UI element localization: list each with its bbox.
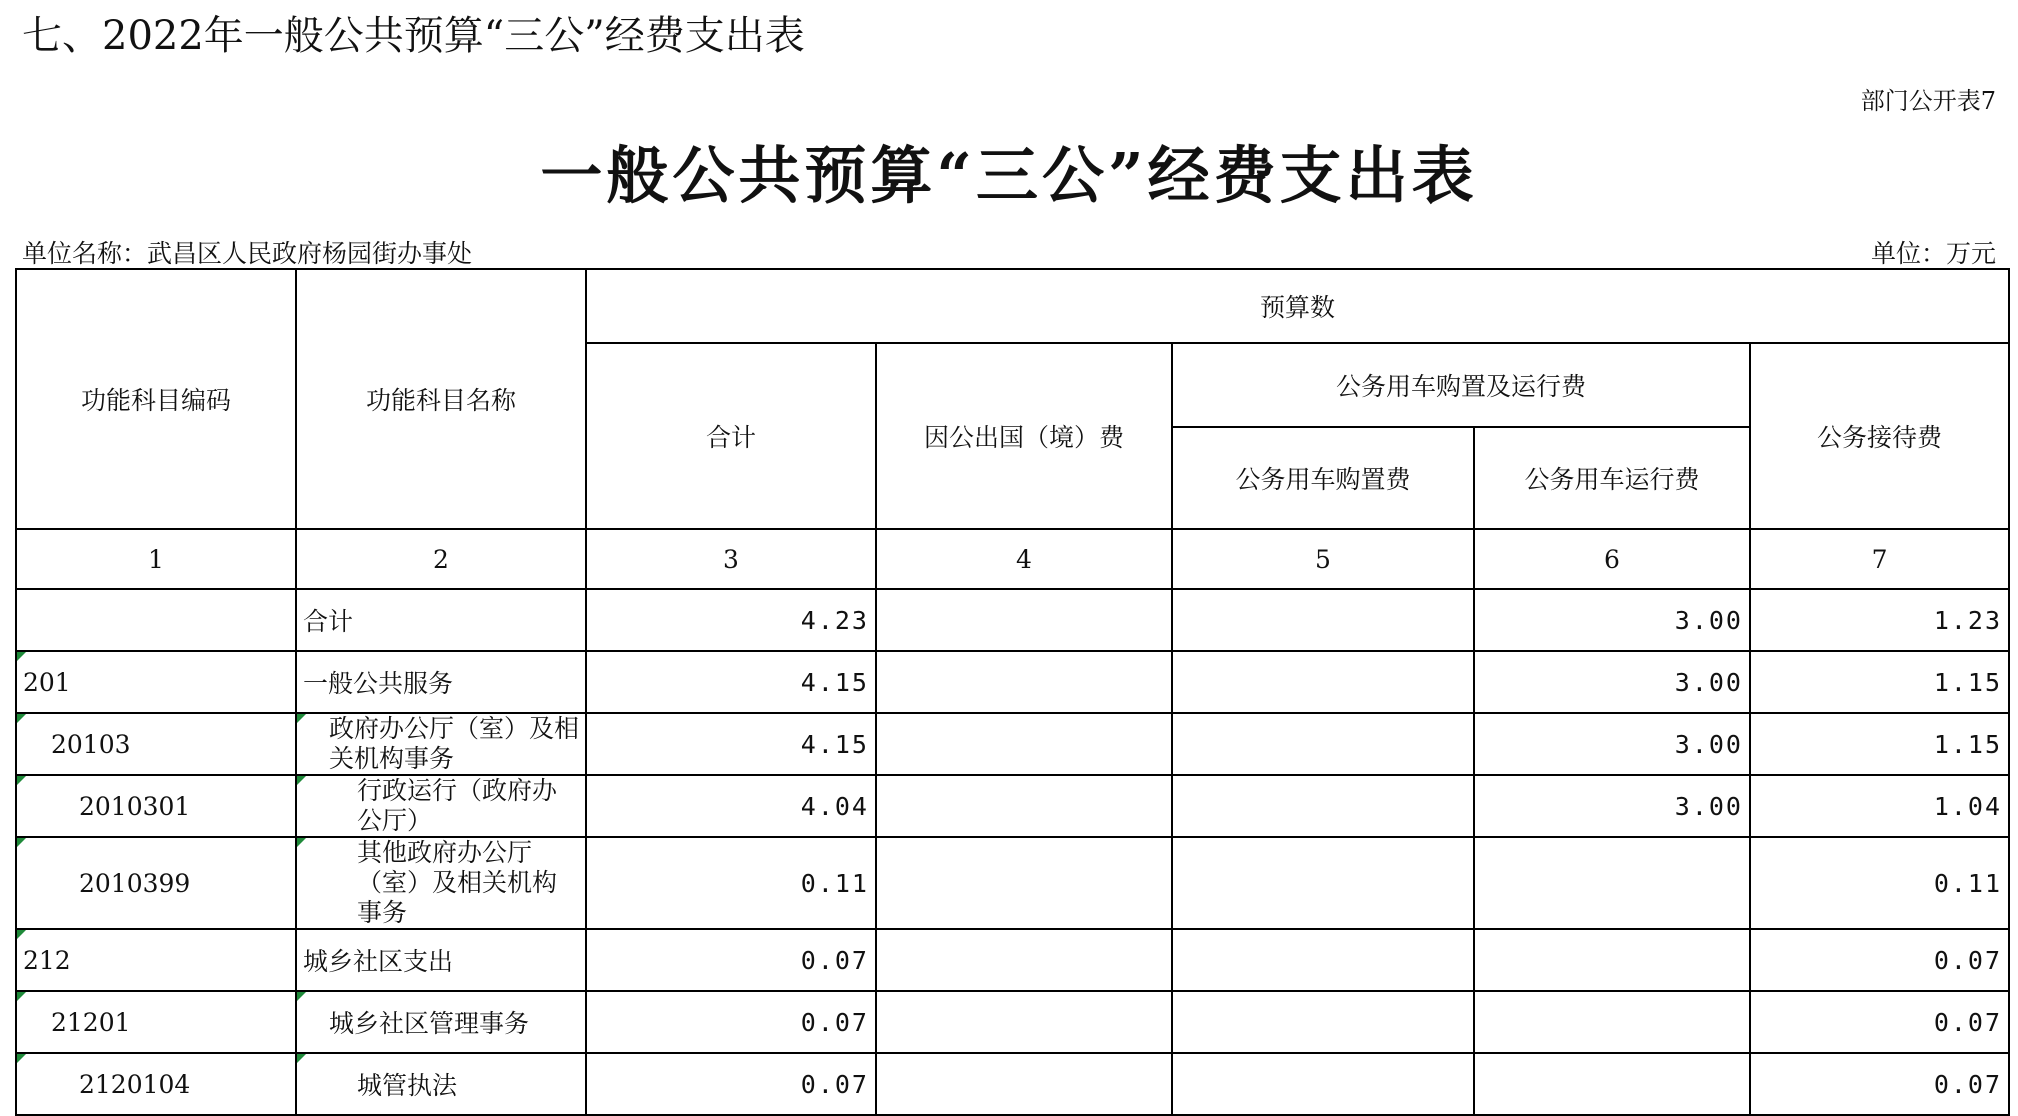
row-code: 2010301 [16, 775, 296, 837]
row-reception: 1.23 [1750, 589, 2009, 651]
row-vehicle-operation: 3.00 [1474, 589, 1750, 651]
table-title: 一般公共预算“三公”经费支出表 [540, 139, 1478, 212]
row-abroad [876, 775, 1172, 837]
row-name: 其他政府办公厅（室）及相关机构事务 [296, 837, 586, 929]
row-total: 0.07 [586, 929, 876, 991]
row-reception: 0.07 [1750, 929, 2009, 991]
row-name: 行政运行（政府办公厅） [296, 775, 586, 837]
row-vehicle-purchase [1172, 713, 1474, 775]
row-vehicle-operation [1474, 929, 1750, 991]
row-code: 2010399 [16, 837, 296, 929]
row-abroad [876, 713, 1172, 775]
column-number-row [16, 529, 2009, 589]
row-name: 政府办公厅（室）及相关机构事务 [296, 713, 586, 775]
column-number: 6 [1474, 529, 1750, 589]
row-total: 0.07 [586, 1053, 876, 1115]
header-reception: 公务接待费 [1750, 343, 2009, 529]
amount-unit: 单位：万元 [1870, 239, 1996, 268]
table-row [16, 837, 2009, 929]
row-reception: 0.11 [1750, 837, 2009, 929]
table-row [16, 1053, 2009, 1115]
row-name: 城乡社区支出 [296, 929, 586, 991]
header-budget: 预算数 [586, 269, 2009, 343]
column-number: 4 [876, 529, 1172, 589]
row-vehicle-operation: 3.00 [1474, 713, 1750, 775]
row-vehicle-purchase [1172, 1053, 1474, 1115]
table-row [16, 929, 2009, 991]
header-vehicle: 公务用车购置及运行费 [1172, 343, 1750, 427]
row-vehicle-operation: 3.00 [1474, 775, 1750, 837]
row-vehicle-purchase [1172, 589, 1474, 651]
row-vehicle-purchase [1172, 991, 1474, 1053]
row-reception: 1.15 [1750, 713, 2009, 775]
row-abroad [876, 589, 1172, 651]
unit-name: 单位名称：武昌区人民政府杨园街办事处 [22, 239, 473, 268]
form-number: 部门公开表7 [1860, 87, 1996, 115]
header-name: 功能科目名称 [296, 269, 586, 529]
row-code [16, 589, 296, 651]
row-total: 4.23 [586, 589, 876, 651]
row-abroad [876, 1053, 1172, 1115]
row-name: 城管执法 [296, 1053, 586, 1115]
header-vehicle-operation: 公务用车运行费 [1474, 427, 1750, 529]
column-number: 1 [16, 529, 296, 589]
row-vehicle-operation: 3.00 [1474, 651, 1750, 713]
row-abroad [876, 929, 1172, 991]
row-code: 21201 [16, 991, 296, 1053]
row-code: 201 [16, 651, 296, 713]
row-vehicle-purchase [1172, 651, 1474, 713]
row-code: 212 [16, 929, 296, 991]
expenditure-table [15, 268, 2010, 1116]
column-number: 3 [586, 529, 876, 589]
row-vehicle-purchase [1172, 929, 1474, 991]
row-reception: 0.07 [1750, 1053, 2009, 1115]
row-abroad [876, 991, 1172, 1053]
table-row [16, 775, 2009, 837]
column-number: 2 [296, 529, 586, 589]
header-abroad: 因公出国（境）费 [876, 343, 1172, 529]
column-number: 5 [1172, 529, 1474, 589]
column-number: 7 [1750, 529, 2009, 589]
table-row [16, 651, 2009, 713]
row-total: 0.07 [586, 991, 876, 1053]
row-reception: 1.15 [1750, 651, 2009, 713]
header-code: 功能科目编码 [16, 269, 296, 529]
table-row [16, 713, 2009, 775]
page-heading: 七、2022年一般公共预算“三公”经费支出表 [22, 13, 805, 59]
row-abroad [876, 651, 1172, 713]
row-name: 一般公共服务 [296, 651, 586, 713]
row-total: 0.11 [586, 837, 876, 929]
table-row [16, 589, 2009, 651]
table-row [16, 991, 2009, 1053]
row-reception: 1.04 [1750, 775, 2009, 837]
header-vehicle-purchase: 公务用车购置费 [1172, 427, 1474, 529]
row-name: 合计 [296, 589, 586, 651]
row-code: 2120104 [16, 1053, 296, 1115]
header-total: 合计 [586, 343, 876, 529]
row-total: 4.15 [586, 651, 876, 713]
row-vehicle-operation [1474, 1053, 1750, 1115]
row-code: 20103 [16, 713, 296, 775]
row-total: 4.04 [586, 775, 876, 837]
row-vehicle-operation [1474, 837, 1750, 929]
row-name: 城乡社区管理事务 [296, 991, 586, 1053]
row-vehicle-operation [1474, 991, 1750, 1053]
row-vehicle-purchase [1172, 837, 1474, 929]
row-total: 4.15 [586, 713, 876, 775]
row-abroad [876, 837, 1172, 929]
row-reception: 0.07 [1750, 991, 2009, 1053]
row-vehicle-purchase [1172, 775, 1474, 837]
